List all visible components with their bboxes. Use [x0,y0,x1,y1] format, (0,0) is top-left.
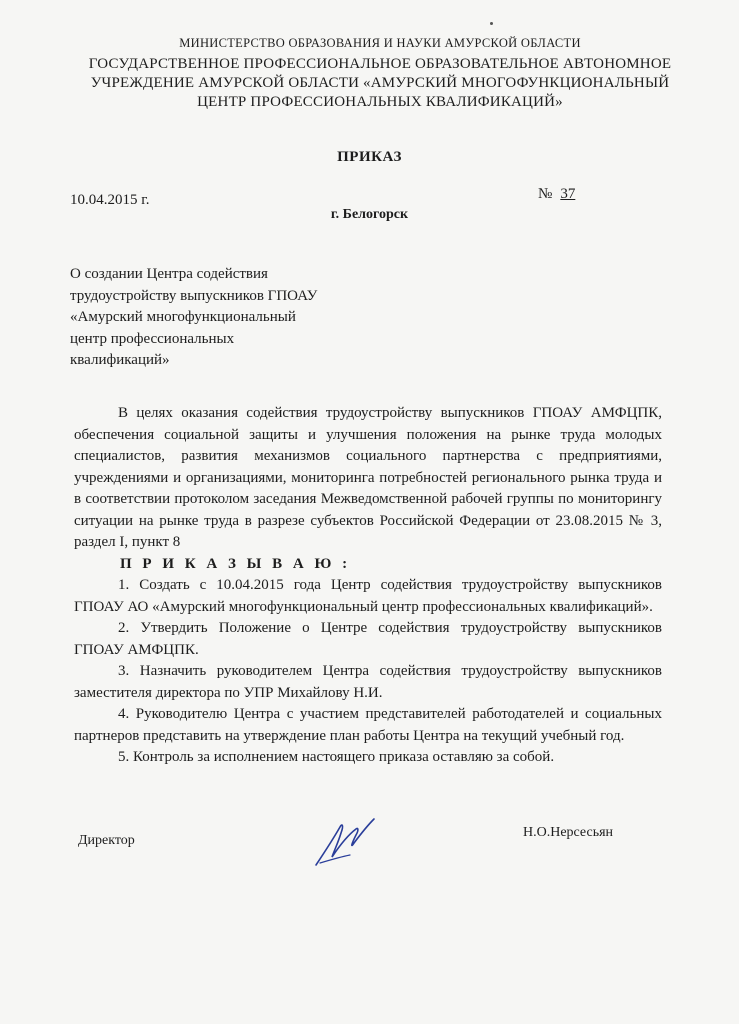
number-sign: № [538,186,553,202]
document-body [74,403,662,769]
signatory-role: Директор [78,833,135,848]
order-item-4: 4. Руководителю Центра с участием представителей работодателей и социальных партнеров представить на утверждение план работы Центра на текущий учебный год. [74,706,662,744]
subject-line: квалификаций» [70,352,170,368]
subject-line: «Амурский многофункциональный [70,309,296,325]
scan-speck [490,22,493,25]
letterhead [60,36,700,112]
signature-block [78,813,638,873]
signatory-name: Н.О.Нерсесьян [523,825,614,840]
subject-line: центр профессиональных [70,330,235,347]
preamble-paragraph: В целях оказания содействия трудоустройству выпускников ГПОАУ АМФЦПК, обеспечения социальной защиты и улучшения положения на рынке труда молодых специалистов, развития механизмов социального партнерства с предприятиями, учреждениями и организациями, мониторинга потребностей регионального рынка труда и в соответствии протоколом заседания Межведомственной рабочей группы по мониторингу ситуации на рынке труда в разрезе субъектов Российской Федерации от 23.08.2015 № 3, раздел I, пункт 8 [74,405,662,550]
document-title: ПРИКАЗ [337,149,402,165]
document-date: 10.04.2015 г. [70,192,150,208]
document-subject [70,264,370,372]
number-value: 37 [560,186,576,202]
document-city: г. Белогорск [330,207,409,222]
order-item-2: 2. Утвердить Положение о Центре содействия трудоустройству выпускников ГПОАУ АМФЦПК. [74,620,662,658]
handwritten-signature-icon [310,813,380,873]
organization-name-line-1: ГОСУДАРСТВЕННОЕ ПРОФЕССИОНАЛЬНОЕ ОБРАЗОВАТЕЛЬНОЕ АВТОНОМНОЕ [88,56,672,72]
subject-line: О создании Центра содействия [70,266,268,282]
subject-line: трудоустройству выпускников ГПОАУ [70,287,318,304]
order-item-1: 1. Создать с 10.04.2015 года Центр содействия трудоустройству выпускников ГПОАУ АО «Амурский многофункциональный центр профессиональных квалификаций». [74,577,662,615]
ministry-name: МИНИСТЕРСТВО ОБРАЗОВАНИЯ И НАУКИ АМУРСКОЙ ОБЛАСТИ [179,36,581,50]
signature-stroke [316,819,374,865]
order-item-3: 3. Назначить руководителем Центра содействия трудоустройству выпускников заместителя директора по УПР Михайлову Н.И. [74,663,662,701]
document-number [538,186,575,203]
signature-underline [320,855,350,863]
order-item-5: 5. Контроль за исполнением настоящего приказа оставляю за собой. [118,749,555,765]
organization-name [60,55,700,112]
organization-name-line-2: УЧРЕЖДЕНИЕ АМУРСКОЙ ОБЛАСТИ «АМУРСКИЙ МНОГОФУНКЦИОНАЛЬНЫЙ [90,75,670,91]
order-keyword: П Р И К А З Ы В А Ю : [120,555,351,572]
organization-name-line-3: ЦЕНТР ПРОФЕССИОНАЛЬНЫХ КВАЛИФИКАЦИЙ» [197,94,563,110]
